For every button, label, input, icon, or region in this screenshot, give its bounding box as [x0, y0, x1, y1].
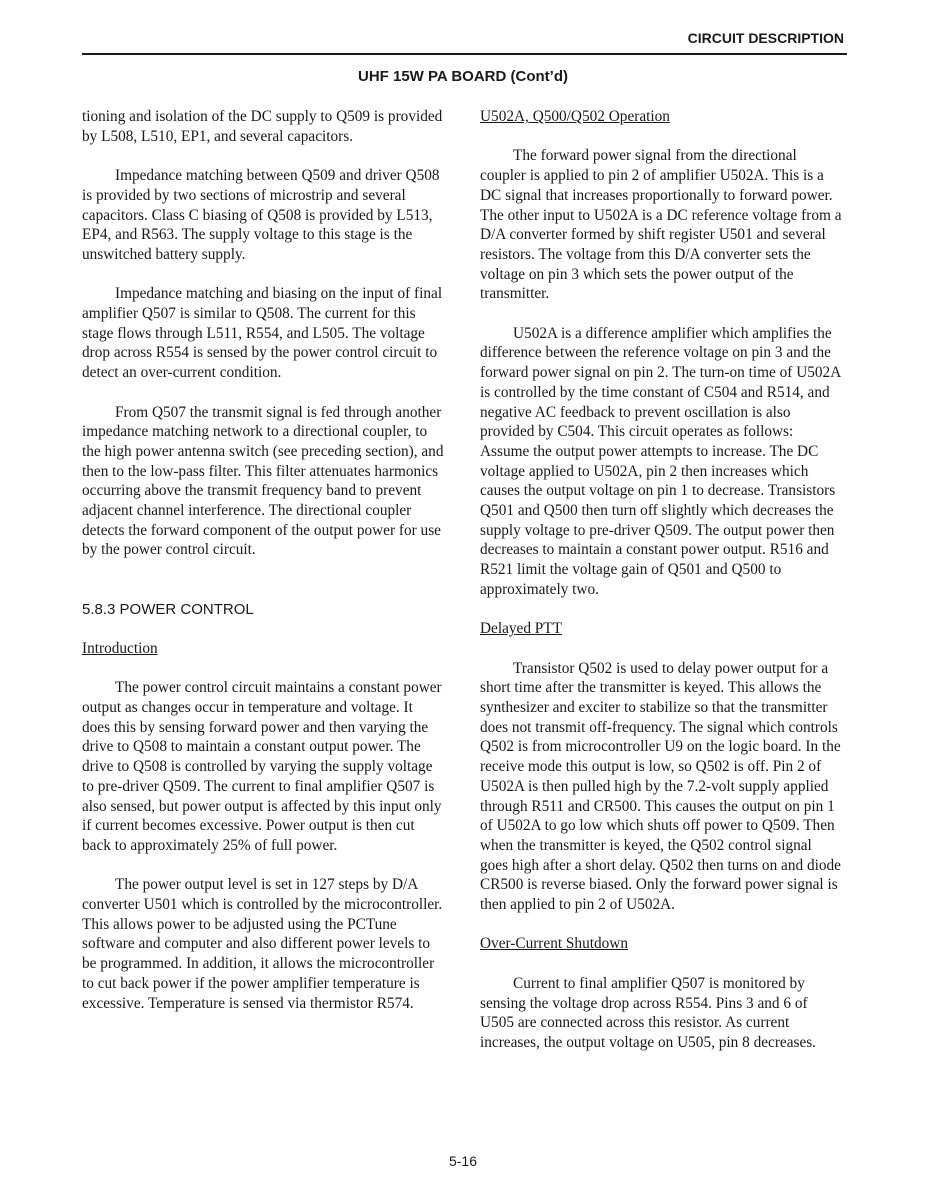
page-number: 5-16 [448, 1153, 478, 1169]
right-paragraph-1: The forward power signal from the directional coupler is applied to pin 2 of amplifier U502A. This is a DC signal that increases proportionally to forward power. The other input to U502A is a DC reference voltage from a D/A converter formed by shift register U501 and several resistors. The voltage from this D/A converter sets the voltage on pin 3 which sets the power output of the transmitter. [480, 147, 842, 303]
right-paragraph-4: Current to final amplifier Q507 is monitored by sensing the voltage drop across R554. Pins 3 and 6 of U505 are connected across this resistor. As current increases, the output voltage on U505, pin 8 decreases. [480, 974, 817, 1051]
right-column [480, 107, 842, 1072]
left-paragraph-4: From Q507 the transmit signal is fed through another impedance matching network to a directional coupler, to the high power antenna switch (see preceding section), and then to the low-pass filter. This filter attenuates harmonics occurring above the transmit frequency band to prevent adjacent channel interference. The directional coupler detects the forward component of the output power for use by the power control circuit. [82, 403, 444, 559]
spacer [82, 580, 444, 600]
subheading-over-current-shutdown: Over-Current Shutdown [480, 935, 628, 953]
running-header-title: CIRCUIT DESCRIPTION [687, 30, 844, 46]
left-column [82, 107, 444, 1033]
left-paragraph-1: tioning and isolation of the DC supply to Q509 is provided by L508, L510, EP1, and several capacitors. [82, 108, 443, 145]
subheading-introduction: Introduction [82, 639, 158, 657]
left-paragraph-6: The power output level is set in 127 steps by D/A converter U501 which is controlled by the microcontroller. This allows power to be adjusted using the PCTune software and computer and also different power levels to be programmed. In addition, it allows the microcontroller to cut back power if the power amplifier temperature is excessive. Temperature is sensed via thermistor R574. [82, 876, 443, 1012]
header-rule [82, 53, 847, 55]
right-paragraph-3: Transistor Q502 is used to delay power output for a short time after the transmitter is keyed. This allows the synthesizer and exciter to stabilize so that the transmitter does not transmit off-frequency. The signal which controls Q502 is from microcontroller U9 on the logic board. In the receive mode this output is low, so Q502 is off. Pin 2 of U502A is then pulled high by the 7.2-volt supply applied through R511 and CR500. This causes the output on pin 1 of U502A to go low which shuts off power to Q509. Then when the transmitter is keyed, the Q502 control signal goes high after a short delay. Q502 then turns on and diode CR500 is reverse biased. Only the forward power signal is then applied to pin 2 of U502A. [480, 659, 841, 914]
section-heading-power-control: 5.8.3 POWER CONTROL [82, 600, 254, 618]
left-paragraph-5: The power control circuit maintains a constant power output as changes occur in temperature and voltage. It does this by sensing forward power and then varying the drive to Q508 to maintain a constant output power. The drive to Q508 is controlled by varying the supply voltage to pre-driver Q509. The current to final amplifier Q507 is also sensed, but power output is affected by this input only if current becomes excessive. Power output is then cut back to approximately 25% of full power. [82, 679, 442, 854]
subheading-delayed-ptt: Delayed PTT [480, 620, 562, 638]
left-paragraph-3: Impedance matching and biasing on the input of final amplifier Q507 is similar to Q508. The current for this stage flows through L511, R554, and L505. The voltage drop across R554 is sensed by the power control circuit to detect an over-current condition. [82, 285, 443, 382]
left-paragraph-2: Impedance matching between Q509 and driver Q508 is provided by two sections of microstrip and several capacitors. Class C biasing of Q508 is provided by L513, EP4, and R563. The supply voltage to this stage is the unswitched battery supply. [82, 167, 440, 263]
subheading-u502a-operation: U502A, Q500/Q502 Operation [480, 108, 670, 125]
section-title: UHF 15W PA BOARD (Cont’d) [358, 68, 568, 85]
right-paragraph-2: U502A is a difference amplifier which amplifies the difference between the reference voltage on pin 3 and the forward power signal on pin 2. The turn-on time of U502A is controlled by the time constant of C504 and R514, and negative AC feedback to prevent oscillation is also provided by C504. This circuit operates as follows: Assume the output power attempts to increase. The DC voltage applied to U502A, pin 2 then increases which causes the output voltage on pin 1 to decrease. Transistors Q501 and Q500 then turn off slightly which decreases the supply voltage to pre-driver Q509. The output power then decreases to maintain a constant power output. R516 and R521 limit the voltage gain of Q501 and Q500 to approximately two. [480, 324, 841, 598]
